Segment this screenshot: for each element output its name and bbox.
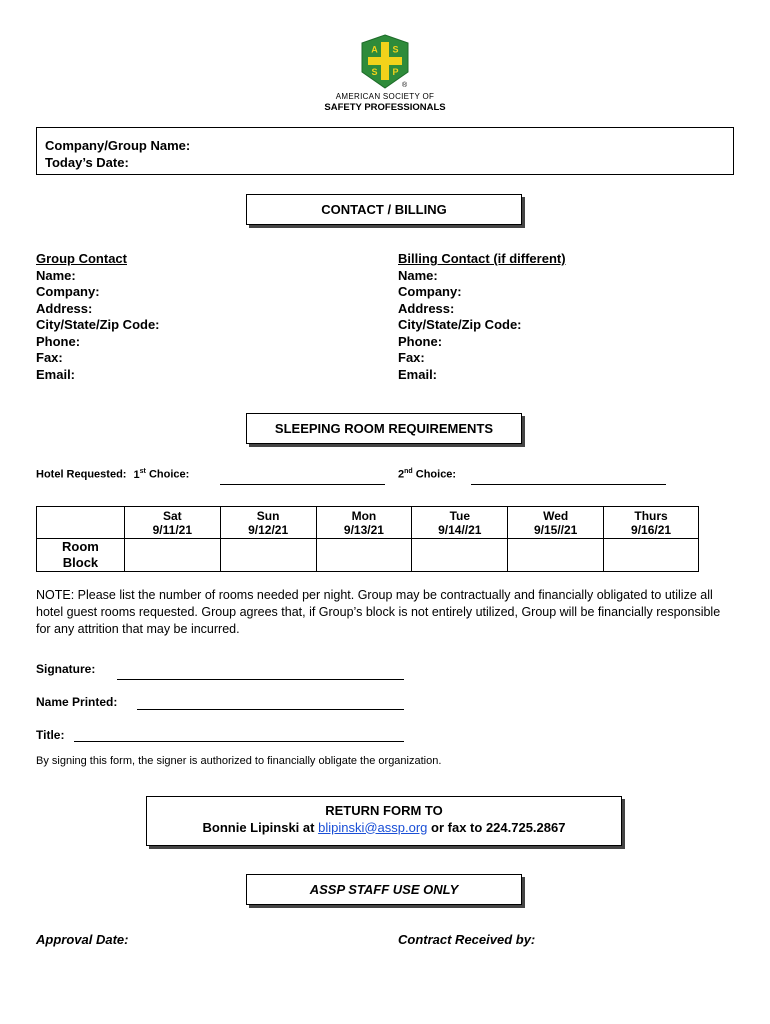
second-choice-label: Choice: [415, 468, 457, 481]
table-header-row [37, 507, 699, 539]
billing-email-label: Email: [398, 366, 438, 382]
first-choice-num: 1 [133, 468, 140, 481]
group-name-label: Name: [36, 267, 76, 283]
logo-letter-s2: S [371, 67, 378, 77]
room-cell-mon[interactable] [316, 539, 412, 572]
contact-billing-title-text: CONTACT / BILLING [321, 202, 447, 217]
logo-letter-s1: S [392, 44, 399, 55]
signer-disclaimer: By signing this form, the signer is authorized to financially obligate the organization. [36, 755, 442, 767]
billing-contact-heading: Billing Contact (if different) [398, 251, 566, 266]
staff-use-title [246, 874, 522, 905]
signature-label: Signature: [36, 662, 96, 676]
group-city-label: City/State/Zip Code: [36, 317, 160, 332]
group-phone-label: Phone: [36, 333, 81, 349]
name-printed-input[interactable] [137, 709, 404, 710]
billing-phone-label: Phone: [398, 333, 443, 349]
day-name: Mon [351, 508, 377, 523]
day-header-wed [508, 507, 604, 539]
assp-logo [300, 34, 470, 113]
day-date: 9/13/21 [343, 522, 384, 537]
day-name: Thurs [634, 508, 668, 523]
day-date: 9/16/21 [631, 522, 672, 537]
billing-company-label: Company: [398, 284, 462, 299]
day-date: 9/11/21 [152, 522, 192, 537]
room-cell-thurs[interactable] [604, 539, 699, 572]
room-cell-wed[interactable] [508, 539, 604, 572]
contact-email-link[interactable]: blipinski@assp.org [318, 819, 428, 835]
billing-contact-section [398, 251, 728, 383]
title-label: Title: [36, 728, 65, 742]
logo-letter-p: P [392, 67, 399, 77]
day-header-sun [220, 507, 316, 539]
return-form-prefix: Bonnie Lipinski at [202, 819, 315, 835]
logo-letter-a: A [371, 44, 378, 55]
room-label: Room [62, 539, 99, 554]
second-choice-label-wrap [398, 468, 456, 481]
room-block-row [37, 539, 699, 572]
day-name: Wed [543, 508, 569, 523]
return-form-box [146, 796, 622, 846]
room-cell-sat[interactable] [124, 539, 220, 572]
second-choice-input[interactable] [471, 484, 666, 485]
day-date: 9/14//21 [438, 522, 482, 537]
second-choice-sup: nd [404, 468, 413, 475]
block-label: Block [62, 555, 99, 570]
hotel-requested-label [36, 468, 189, 481]
group-email-label: Email: [36, 366, 76, 382]
group-contact-heading: Group Contact [36, 251, 127, 266]
billing-name-label: Name: [398, 267, 438, 283]
return-form-suffix: or fax to 224.725.2867 [431, 819, 566, 835]
first-choice-input[interactable] [220, 484, 385, 485]
logo-registered: ® [402, 82, 408, 89]
day-header-thurs [604, 507, 699, 539]
billing-address-label: Address: [398, 300, 455, 316]
room-block-table [36, 506, 699, 572]
group-company-label: Company: [36, 284, 100, 299]
logo-line2: SAFETY PROFESSIONALS [324, 102, 446, 113]
billing-fax-label: Fax: [398, 350, 425, 365]
day-name: Sun [256, 508, 280, 523]
return-form-title: RETURN FORM TO [325, 803, 443, 818]
sleeping-room-title [246, 413, 522, 444]
billing-city-label: City/State/Zip Code: [398, 317, 522, 332]
group-contact-section [36, 251, 366, 383]
logo-line1: AMERICAN SOCIETY OF [335, 92, 435, 101]
contact-billing-title [246, 194, 522, 225]
company-name-label: Company/Group Name: [45, 138, 191, 153]
company-date-box [36, 127, 734, 175]
first-choice-label: Choice: [148, 468, 190, 481]
todays-date-label: Today’s Date: [45, 154, 129, 170]
room-cell-tue[interactable] [412, 539, 508, 572]
contract-received-label: Contract Received by: [398, 932, 536, 947]
title-input[interactable] [74, 741, 404, 742]
sleeping-room-title-text: SLEEPING ROOM REQUIREMENTS [274, 421, 494, 436]
approval-date-label: Approval Date: [36, 932, 129, 947]
group-address-label: Address: [36, 300, 93, 316]
room-cell-sun[interactable] [220, 539, 316, 572]
second-choice-num: 2 [398, 468, 405, 481]
hotel-requested-text: Hotel Requested: [36, 468, 127, 481]
attrition-note: NOTE: Please list the number of rooms needed per night. Group may be contractually and financially obligated to utilize all hotel guest rooms requested. Group agrees that, if Group’s block is not entirely utilized, Group will be financially responsible for any attrition that may be incurred. [36, 588, 721, 636]
day-date: 9/15//21 [533, 522, 578, 537]
return-form-line [147, 820, 621, 837]
day-date: 9/12/21 [248, 522, 289, 537]
table-corner-cell [37, 507, 125, 539]
signature-input[interactable] [117, 679, 404, 680]
staff-use-title-text: ASSP STAFF USE ONLY [309, 882, 459, 897]
day-header-sat [124, 507, 220, 539]
group-fax-label: Fax: [36, 350, 63, 365]
day-name: Tue [449, 508, 471, 523]
first-choice-sup: st [139, 468, 146, 475]
day-header-mon [316, 507, 412, 539]
room-block-label [37, 539, 125, 572]
day-header-tue [412, 507, 508, 539]
name-printed-label: Name Printed: [36, 695, 118, 709]
day-name: Sat [162, 508, 182, 523]
